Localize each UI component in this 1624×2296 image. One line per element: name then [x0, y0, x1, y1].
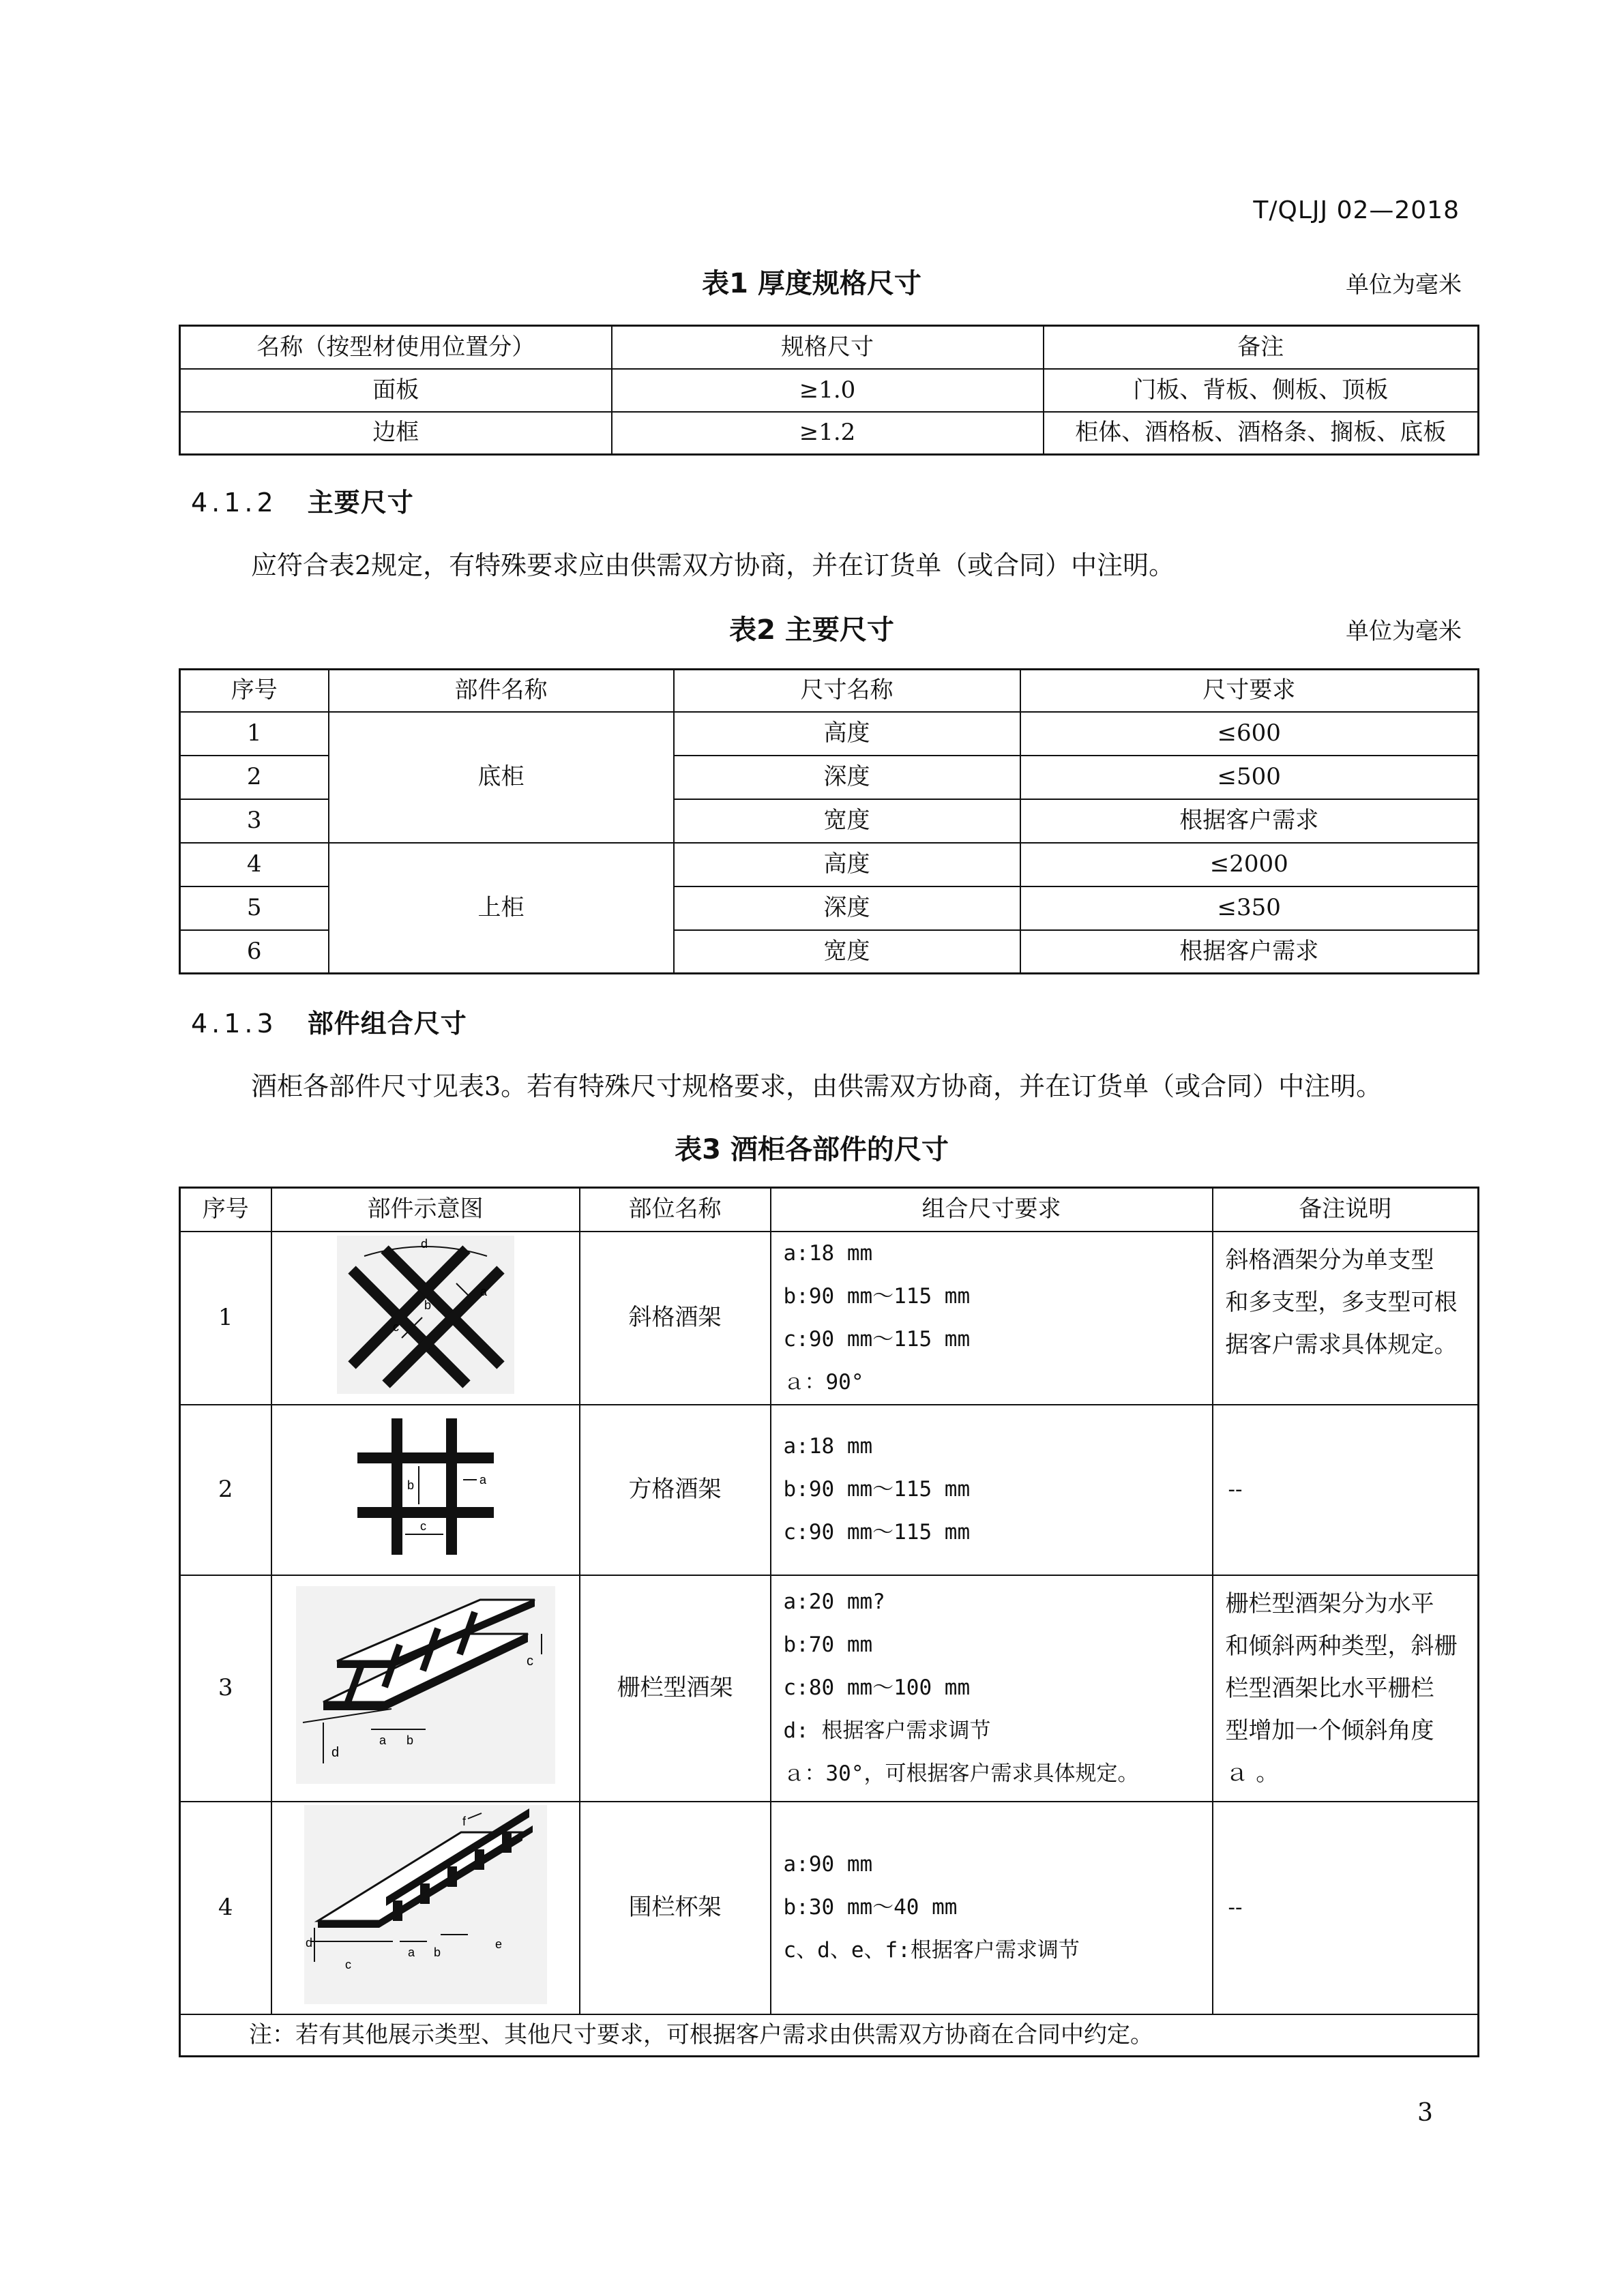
table3-footnote-row — [180, 2014, 1479, 2057]
diagram-label: b — [407, 1478, 414, 1492]
section-number: 4.1.3 — [191, 1009, 278, 1039]
table2-cell: 根据客户需求 — [1020, 930, 1479, 974]
diagram-label: d — [331, 1744, 339, 1760]
diagram-label: a — [479, 1472, 486, 1487]
diagonal-rack-diagram-svg — [337, 1236, 514, 1394]
table-row — [180, 1405, 1479, 1575]
table3-dims-cell — [771, 1802, 1213, 2014]
table2-cell: ≤500 — [1020, 756, 1479, 799]
table2-cell: ≤600 — [1020, 712, 1479, 756]
table2-cell: 1 — [180, 712, 329, 756]
table3-header-cell: 部位名称 — [580, 1188, 771, 1232]
diagram-label: b — [424, 1298, 431, 1312]
standard-number: T/QLJJ 02—2018 — [1253, 196, 1460, 224]
section-title: 部件组合尺寸 — [307, 1009, 467, 1039]
table2-cell: 6 — [180, 930, 329, 974]
table1-cell: 边框 — [180, 412, 612, 455]
table2 — [179, 668, 1479, 974]
table2-cell: 深度 — [674, 756, 1020, 799]
table3-title: 表3 酒柜各部件的尺寸 — [675, 1134, 949, 1165]
table3-header-cell: 序号 — [180, 1188, 271, 1232]
table2-header-cell: 序号 — [180, 670, 329, 712]
table-row — [180, 843, 1479, 886]
table1 — [179, 325, 1479, 456]
note-line: 型增加一个倾斜角度 — [1225, 1716, 1434, 1744]
table3-dims-cell — [771, 1405, 1213, 1575]
table1-title: 表1 厚度规格尺寸 — [702, 268, 921, 299]
table2-cell: 3 — [180, 799, 329, 843]
table1-unit: 单位为毫米 — [1346, 271, 1462, 299]
dim-line: c、d、e、f:根据客户需求调节 — [783, 1938, 1080, 1963]
diagram-label: a — [479, 1284, 487, 1298]
table1-cell: 门板、背板、侧板、顶板 — [1044, 369, 1479, 412]
dim-line: b:90 mm～115 mm — [783, 1477, 971, 1502]
table3-dims-cell — [771, 1232, 1213, 1405]
table3-header-cell: 组合尺寸要求 — [771, 1188, 1213, 1232]
diagram-label: a — [379, 1733, 386, 1747]
table3-name-cell: 斜格酒架 — [580, 1232, 771, 1405]
table2-cell: 高度 — [674, 843, 1020, 886]
table1-cell: ≥1.0 — [612, 369, 1044, 412]
dim-line: d: 根据客户需求调节 — [783, 1718, 991, 1743]
table2-header-cell: 尺寸名称 — [674, 670, 1020, 712]
table2-cell: 根据客户需求 — [1020, 799, 1479, 843]
square-rack-diagram — [271, 1405, 580, 1575]
dim-line: a:18 mm — [783, 1240, 873, 1266]
table-row — [180, 712, 1479, 756]
table3-header-cell: 部件示意图 — [271, 1188, 580, 1232]
table3-no-cell: 1 — [180, 1232, 271, 1405]
table1-header-cell: 名称（按型材使用位置分） — [180, 326, 612, 369]
table3-note-cell: -- — [1213, 1405, 1479, 1575]
section-413-text: 酒柜各部件尺寸见表3。若有特殊尺寸规格要求，由供需双方协商，并在订货单（或合同）中注明。 — [251, 1071, 1383, 1101]
diagram-label: c — [419, 1519, 426, 1533]
table3-no-cell: 2 — [180, 1405, 271, 1575]
grille-rack-diagram — [271, 1575, 580, 1802]
table2-cell: ≤350 — [1020, 886, 1479, 930]
fence-cup-rack-diagram-svg — [304, 1805, 547, 2004]
table2-header-row — [180, 670, 1479, 712]
table2-cell: 宽度 — [674, 799, 1020, 843]
dim-line: b:30 mm～40 mm — [783, 1895, 958, 1920]
table2-cell: 深度 — [674, 886, 1020, 930]
section-title: 主要尺寸 — [307, 488, 414, 518]
dim-line: ａ：30°，可根据客户需求具体规定。 — [783, 1761, 1139, 1786]
table1-header-cell: 备注 — [1044, 326, 1479, 369]
dim-line: a:18 mm — [783, 1434, 873, 1459]
note-line: ａ 。 — [1225, 1759, 1280, 1787]
diagram-label: d — [420, 1236, 428, 1251]
table3-footnote: 注：若有其他展示类型、其他尺寸要求，可根据客户需求由供需双方协商在合同中约定。 — [180, 2014, 1479, 2057]
dim-line: a:20 mm? — [783, 1590, 885, 1614]
table-row — [180, 412, 1479, 455]
dim-line: c:90 mm～115 mm — [783, 1520, 971, 1545]
table3-name-cell: 方格酒架 — [580, 1405, 771, 1575]
table-row — [180, 1575, 1479, 1802]
table2-header-cell: 部件名称 — [329, 670, 674, 712]
table3-no-cell: 4 — [180, 1802, 271, 2014]
table1-cell: 面板 — [180, 369, 612, 412]
section-412-text: 应符合表2规定，有特殊要求应由供需双方协商，并在订货单（或合同）中注明。 — [251, 550, 1175, 580]
table2-cell: ≤2000 — [1020, 843, 1479, 886]
diagonal-rack-diagram — [271, 1232, 580, 1405]
square-rack-diagram-svg — [344, 1412, 507, 1562]
table3-note-cell — [1213, 1232, 1479, 1405]
note-line: 据客户需求具体规定。 — [1225, 1330, 1458, 1358]
dim-line: c:80 mm～100 mm — [783, 1675, 971, 1700]
diagram-label: b — [406, 1733, 413, 1747]
section-number: 4.1.2 — [191, 488, 278, 518]
diagram-label: c — [392, 1320, 399, 1334]
note-line: 和倾斜两种类型，斜栅 — [1225, 1632, 1458, 1660]
note-line: 栏型酒架比水平栅栏 — [1225, 1674, 1434, 1702]
diagram-label: c — [526, 1653, 533, 1669]
table2-cell: 高度 — [674, 712, 1020, 756]
note-line: 斜格酒架分为单支型 — [1225, 1246, 1434, 1274]
table1-cell: 柜体、酒格板、酒格条、搁板、底板 — [1044, 412, 1479, 455]
table2-title: 表2 主要尺寸 — [729, 614, 894, 646]
table2-part-cell: 上柜 — [329, 843, 674, 974]
table3-name-cell: 栅栏型酒架 — [580, 1575, 771, 1802]
table2-part-cell: 底柜 — [329, 712, 674, 843]
dim-line: b:90 mm～115 mm — [783, 1283, 971, 1309]
table3-name-cell: 围栏杯架 — [580, 1802, 771, 2014]
dim-line: c:90 mm～115 mm — [783, 1326, 971, 1352]
table1-cell: ≥1.2 — [612, 412, 1044, 455]
dim-line: a:90 mm — [783, 1852, 873, 1877]
table-row — [180, 1802, 1479, 2014]
table3-header-row — [180, 1188, 1479, 1232]
table2-header-cell: 尺寸要求 — [1020, 670, 1479, 712]
section-heading-413 — [191, 1002, 467, 1040]
table2-unit: 单位为毫米 — [1346, 618, 1462, 645]
grille-rack-diagram-svg — [296, 1586, 555, 1784]
table3-no-cell: 3 — [180, 1575, 271, 1802]
section-heading-412 — [191, 481, 414, 519]
table2-cell: 5 — [180, 886, 329, 930]
diagram-label: a — [407, 1945, 415, 1959]
note-line: 栅栏型酒架分为水平 — [1225, 1590, 1434, 1617]
diagram-label: f — [462, 1814, 466, 1828]
table-row — [180, 1232, 1479, 1405]
fence-cup-rack-diagram — [271, 1802, 580, 2014]
table3-note-cell — [1213, 1575, 1479, 1802]
dim-line: b:70 mm — [783, 1632, 873, 1657]
table3-dims-cell — [771, 1575, 1213, 1802]
table1-header-row — [180, 326, 1479, 369]
table2-cell: 宽度 — [674, 930, 1020, 974]
diagram-label: c — [344, 1957, 351, 1971]
table1-header-cell: 规格尺寸 — [612, 326, 1044, 369]
table3-note-cell: -- — [1213, 1802, 1479, 2014]
note-line: 和多支型，多支型可根 — [1225, 1288, 1458, 1316]
diagram-label: b — [433, 1945, 441, 1959]
table-row — [180, 369, 1479, 412]
table3-header-cell: 备注说明 — [1213, 1188, 1479, 1232]
diagram-label: e — [494, 1937, 502, 1951]
table2-cell: 2 — [180, 756, 329, 799]
table3 — [179, 1187, 1479, 2057]
page-number: 3 — [1417, 2099, 1433, 2127]
table2-cell: 4 — [180, 843, 329, 886]
dim-line: ａ：90° — [783, 1369, 864, 1395]
diagram-label: d — [305, 1935, 312, 1950]
